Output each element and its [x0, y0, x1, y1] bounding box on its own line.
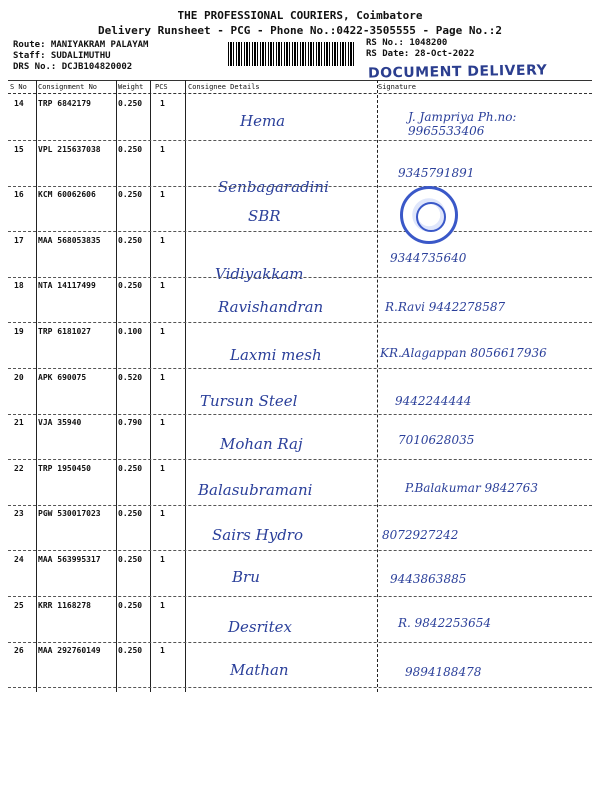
row-sno: 20: [14, 372, 24, 382]
col-signature: Signature: [378, 83, 416, 91]
table-row: [8, 96, 592, 141]
row-consignment-number: MAA 292760149: [38, 646, 101, 656]
row-signature-handwritten: P.Balakumar 9842763: [405, 480, 538, 495]
row-consignment-number: PGW 530017023: [38, 509, 101, 519]
row-consignee-handwritten: Laxmi mesh: [230, 346, 322, 364]
row-consignee-handwritten: Senbagaradini: [218, 177, 329, 196]
row-consignment-number: NTA 14117499: [38, 281, 96, 291]
row-weight: 0.250: [118, 463, 143, 473]
table-row: [8, 598, 592, 643]
row-consignment-number: VJA 35940: [38, 418, 82, 428]
row-consignee-handwritten: Sairs Hydro: [212, 526, 304, 545]
row-pcs: 1: [160, 600, 165, 610]
row-signature-handwritten: 9443863885: [390, 572, 467, 586]
row-sno: 24: [14, 555, 24, 564]
company-seal-stamp: [400, 186, 458, 244]
table-row: [8, 643, 592, 688]
row-consignee-handwritten: Vidiyakkam: [215, 264, 304, 283]
row-pcs: 1: [160, 144, 165, 154]
row-sno: 26: [14, 646, 24, 656]
row-weight: 0.100: [118, 327, 143, 336]
row-consignee-handwritten: Desritex: [228, 617, 292, 636]
row-sno: 23: [14, 509, 24, 519]
col-consignee: Consignee Details: [188, 83, 260, 91]
row-consignee-handwritten: Hema: [240, 112, 286, 130]
col-sno: S No: [10, 83, 27, 91]
col-consignment: Consignment No: [38, 83, 98, 91]
row-sno: 18: [14, 281, 24, 291]
row-separator: [8, 687, 592, 688]
row-sno: 21: [14, 418, 24, 428]
table-header: [8, 80, 592, 94]
row-consignee-handwritten: SBR: [248, 207, 281, 226]
row-pcs: 1: [160, 99, 165, 108]
row-pcs: 1: [160, 372, 165, 382]
row-weight: 0.250: [118, 235, 143, 245]
row-weight: 0.790: [118, 418, 143, 428]
row-consignment-number: MAA 563995317: [38, 555, 101, 564]
row-signature-handwritten: 9442244444: [395, 393, 472, 408]
row-consignment-number: APK 690075: [38, 372, 87, 382]
rs-number: RS No.: 1048200: [366, 38, 448, 48]
row-consignee-handwritten: Tursun Steel: [200, 391, 298, 410]
runsheet-title: THE PROFESSIONAL COURIERS, Coimbatore: [177, 9, 423, 22]
row-signature-handwritten: R. 9842253654: [398, 615, 492, 630]
row-consignment-number: TRP 6842179: [38, 99, 91, 108]
row-weight: 0.250: [118, 190, 143, 200]
document-delivery-stamp: DOCUMENT DELIVERY: [367, 62, 548, 82]
row-consignment-number: VPL 215637038: [38, 144, 101, 154]
row-signature-handwritten: KR.Alagappan 8056617936: [380, 346, 547, 360]
row-consignment-number: KRR 1168278: [38, 600, 91, 610]
drs-number: DRS No.: DCJB104820002: [13, 62, 133, 72]
row-signature-handwritten: 9894188478: [405, 665, 482, 680]
row-sno: 14: [14, 99, 24, 108]
table-row: [8, 415, 592, 460]
row-signature-handwritten: 7010628035: [398, 433, 475, 448]
row-weight: 0.250: [118, 99, 143, 108]
row-sno: 22: [14, 463, 24, 473]
row-pcs: 1: [160, 281, 165, 291]
row-pcs: 1: [160, 418, 165, 428]
col-weight: Weight: [118, 83, 144, 91]
row-sno: 15: [14, 144, 24, 154]
runsheet-subtitle: Delivery Runsheet - PCG - Phone No.:0422-3505555 - Page No.:2: [98, 24, 502, 37]
row-pcs: 1: [160, 463, 165, 473]
row-weight: 0.250: [118, 509, 143, 519]
table-row: [8, 370, 592, 415]
row-sno: 19: [14, 327, 24, 336]
row-weight: 0.250: [118, 600, 143, 610]
row-consignee-handwritten: Balasubramani: [198, 480, 313, 499]
table-row: [8, 233, 592, 283]
col-pcs: PCS: [155, 83, 168, 91]
row-pcs: 1: [160, 509, 165, 519]
staff-label: Staff: SUDALIMUTHU: [13, 51, 111, 61]
row-weight: 0.250: [118, 646, 143, 656]
row-consignment-number: KCM 60062606: [38, 190, 96, 200]
table-row: [8, 278, 592, 323]
table-row: [8, 187, 592, 232]
rs-date: RS Date: 28-Oct-2022: [366, 49, 475, 59]
row-pcs: 1: [160, 327, 165, 336]
row-consignee-handwritten: Bru: [232, 568, 260, 586]
route-label: Route: MANIYAKRAM PALAYAM: [13, 40, 149, 50]
row-consignment-number: TRP 6181027: [38, 327, 91, 336]
row-signature-handwritten: 8072927242: [382, 528, 459, 543]
barcode-image: [228, 42, 356, 66]
row-consignment-number: TRP 1950450: [38, 463, 91, 473]
row-consignee-handwritten: Mathan: [230, 661, 289, 680]
table-row: [8, 506, 592, 551]
row-pcs: 1: [160, 190, 165, 200]
seal-inner-ring: [416, 202, 446, 232]
row-pcs: 1: [160, 235, 165, 245]
row-consignee-handwritten: Mohan Raj: [220, 435, 303, 454]
row-sno: 17: [14, 235, 24, 245]
row-consignee-handwritten: Ravishandran: [218, 298, 324, 317]
row-sno: 16: [14, 190, 24, 200]
row-weight: 0.250: [118, 555, 143, 564]
table-row: [8, 461, 592, 506]
row-sno: 25: [14, 600, 24, 610]
row-signature-handwritten: J. Jampriya Ph.no: 9965533406: [408, 110, 517, 138]
row-pcs: 1: [160, 555, 165, 564]
row-weight: 0.520: [118, 372, 143, 382]
row-weight: 0.250: [118, 144, 143, 154]
row-consignment-number: MAA 568053835: [38, 235, 101, 245]
table-row: [8, 324, 592, 369]
row-signature-handwritten: R.Ravi 9442278587: [385, 300, 506, 315]
row-weight: 0.250: [118, 281, 143, 291]
row-pcs: 1: [160, 646, 165, 656]
row-signature-handwritten: 9345791891: [398, 165, 475, 180]
row-signature-handwritten: 9344735640: [390, 250, 467, 265]
table-row: [8, 552, 592, 597]
